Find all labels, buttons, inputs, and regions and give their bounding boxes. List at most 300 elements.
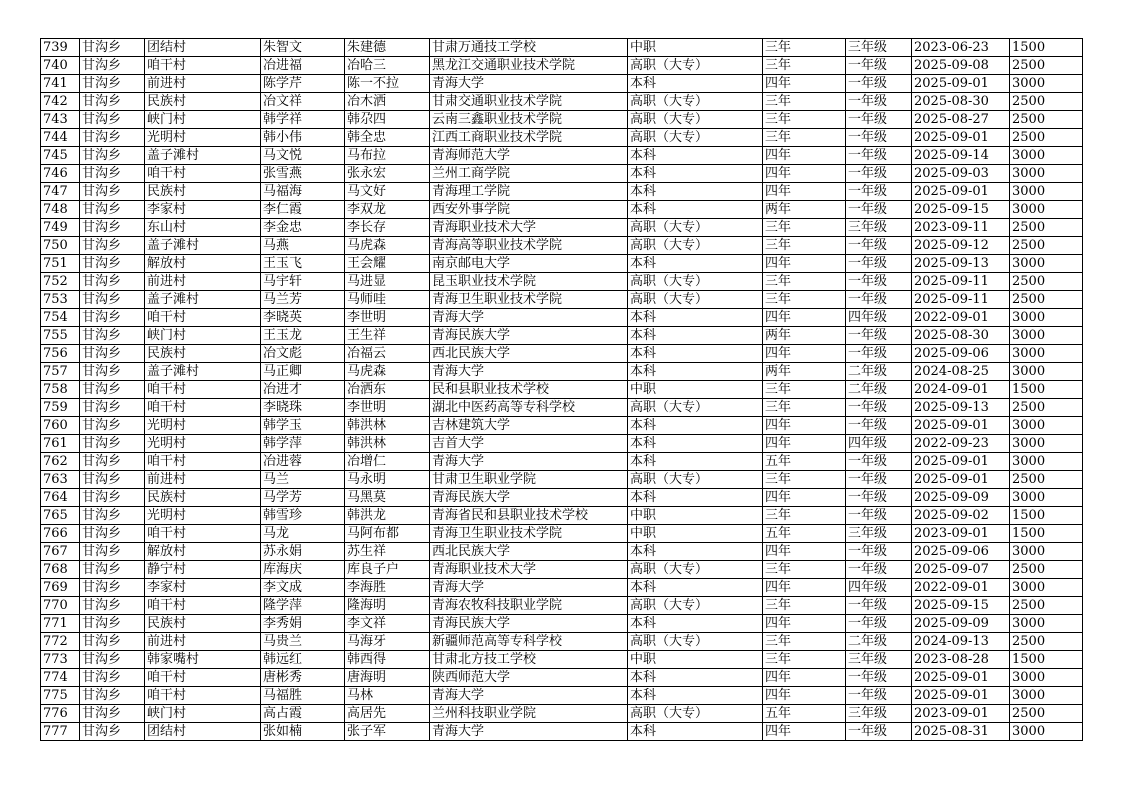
village-cell: 团结村 [145, 723, 261, 741]
education-level-cell: 本科 [628, 417, 763, 435]
student-name-cell: 马福海 [261, 183, 345, 201]
student-name-cell: 冶文祥 [261, 93, 345, 111]
student-name-cell: 马宇轩 [261, 273, 345, 291]
student-name-cell: 马学芳 [261, 489, 345, 507]
education-level-cell: 高职（大专） [628, 291, 763, 309]
student-name-cell: 库海庆 [261, 561, 345, 579]
table-row [41, 651, 1083, 669]
enrollment-date-cell: 2023-09-11 [912, 219, 1010, 237]
subsidy-amount-cell: 2500 [1010, 93, 1083, 111]
enrollment-date-cell: 2025-08-31 [912, 723, 1010, 741]
village-cell: 解放村 [145, 543, 261, 561]
guardian-name-cell: 冶木洒 [345, 93, 430, 111]
township-cell: 甘沟乡 [80, 129, 145, 147]
row-number-cell: 771 [41, 615, 80, 633]
village-cell: 团结村 [145, 39, 261, 57]
student-name-cell: 冶进蓉 [261, 453, 345, 471]
school-name-cell: 青海民族大学 [430, 327, 628, 345]
subsidy-amount-cell: 3000 [1010, 687, 1083, 705]
row-number-cell: 752 [41, 273, 80, 291]
program-length-cell: 四年 [763, 489, 846, 507]
enrollment-date-cell: 2025-09-07 [912, 561, 1010, 579]
table-row [41, 201, 1083, 219]
school-name-cell: 兰州工商学院 [430, 165, 628, 183]
student-name-cell: 冶文彪 [261, 345, 345, 363]
enrollment-date-cell: 2025-09-13 [912, 399, 1010, 417]
table-row [41, 93, 1083, 111]
table-row [41, 417, 1083, 435]
guardian-name-cell: 陈一不拉 [345, 75, 430, 93]
village-cell: 咱干村 [145, 525, 261, 543]
grade-cell: 一年级 [846, 543, 912, 561]
student-name-cell: 马文悦 [261, 147, 345, 165]
grade-cell: 一年级 [846, 291, 912, 309]
enrollment-date-cell: 2025-09-11 [912, 273, 1010, 291]
guardian-name-cell: 王会耀 [345, 255, 430, 273]
township-cell: 甘沟乡 [80, 543, 145, 561]
program-length-cell: 两年 [763, 363, 846, 381]
table-row [41, 75, 1083, 93]
enrollment-date-cell: 2022-09-01 [912, 579, 1010, 597]
row-number-cell: 774 [41, 669, 80, 687]
township-cell: 甘沟乡 [80, 651, 145, 669]
program-length-cell: 三年 [763, 237, 846, 255]
enrollment-date-cell: 2025-09-14 [912, 147, 1010, 165]
village-cell: 韩家嘴村 [145, 651, 261, 669]
school-name-cell: 青海职业技术大学 [430, 561, 628, 579]
guardian-name-cell: 唐海明 [345, 669, 430, 687]
subsidy-amount-cell: 3000 [1010, 453, 1083, 471]
student-name-cell: 唐彬秀 [261, 669, 345, 687]
subsidy-amount-cell: 3000 [1010, 147, 1083, 165]
education-level-cell: 高职（大专） [628, 471, 763, 489]
program-length-cell: 三年 [763, 93, 846, 111]
village-cell: 前进村 [145, 75, 261, 93]
township-cell: 甘沟乡 [80, 489, 145, 507]
guardian-name-cell: 张永宏 [345, 165, 430, 183]
village-cell: 咱干村 [145, 309, 261, 327]
guardian-name-cell: 李文祥 [345, 615, 430, 633]
enrollment-date-cell: 2025-09-03 [912, 165, 1010, 183]
education-level-cell: 本科 [628, 669, 763, 687]
school-name-cell: 甘肃卫生职业学院 [430, 471, 628, 489]
guardian-name-cell: 韩全忠 [345, 129, 430, 147]
school-name-cell: 青海卫生职业技术学院 [430, 291, 628, 309]
program-length-cell: 两年 [763, 201, 846, 219]
education-level-cell: 高职（大专） [628, 399, 763, 417]
program-length-cell: 三年 [763, 291, 846, 309]
subsidy-amount-cell: 3000 [1010, 489, 1083, 507]
enrollment-date-cell: 2025-09-01 [912, 453, 1010, 471]
education-level-cell: 本科 [628, 183, 763, 201]
subsidy-amount-cell: 3000 [1010, 183, 1083, 201]
school-name-cell: 青海民族大学 [430, 615, 628, 633]
table-row [41, 471, 1083, 489]
education-level-cell: 本科 [628, 345, 763, 363]
grade-cell: 二年级 [846, 633, 912, 651]
subsidy-amount-cell: 3000 [1010, 327, 1083, 345]
table-row [41, 363, 1083, 381]
education-level-cell: 高职（大专） [628, 561, 763, 579]
education-level-cell: 高职（大专） [628, 273, 763, 291]
student-name-cell: 马龙 [261, 525, 345, 543]
enrollment-date-cell: 2025-09-15 [912, 201, 1010, 219]
enrollment-date-cell: 2025-09-09 [912, 489, 1010, 507]
education-level-cell: 本科 [628, 615, 763, 633]
township-cell: 甘沟乡 [80, 687, 145, 705]
school-name-cell: 兰州科技职业学院 [430, 705, 628, 723]
township-cell: 甘沟乡 [80, 201, 145, 219]
table-row [41, 633, 1083, 651]
table-row [41, 381, 1083, 399]
grade-cell: 一年级 [846, 273, 912, 291]
township-cell: 甘沟乡 [80, 219, 145, 237]
school-name-cell: 青海职业技术大学 [430, 219, 628, 237]
village-cell: 咱干村 [145, 381, 261, 399]
township-cell: 甘沟乡 [80, 363, 145, 381]
student-name-cell: 朱智文 [261, 39, 345, 57]
grade-cell: 一年级 [846, 471, 912, 489]
school-name-cell: 青海大学 [430, 363, 628, 381]
program-length-cell: 两年 [763, 327, 846, 345]
education-level-cell: 本科 [628, 687, 763, 705]
enrollment-date-cell: 2023-09-01 [912, 525, 1010, 543]
row-number-cell: 747 [41, 183, 80, 201]
guardian-name-cell: 韩西得 [345, 651, 430, 669]
enrollment-date-cell: 2025-09-01 [912, 129, 1010, 147]
village-cell: 咱干村 [145, 669, 261, 687]
school-name-cell: 吉首大学 [430, 435, 628, 453]
row-number-cell: 744 [41, 129, 80, 147]
enrollment-date-cell: 2025-09-15 [912, 597, 1010, 615]
education-level-cell: 本科 [628, 723, 763, 741]
grade-cell: 一年级 [846, 399, 912, 417]
program-length-cell: 三年 [763, 507, 846, 525]
school-name-cell: 青海省民和县职业技术学校 [430, 507, 628, 525]
table-row [41, 399, 1083, 417]
row-number-cell: 749 [41, 219, 80, 237]
township-cell: 甘沟乡 [80, 579, 145, 597]
student-name-cell: 王玉飞 [261, 255, 345, 273]
township-cell: 甘沟乡 [80, 39, 145, 57]
school-name-cell: 甘肃万通技工学校 [430, 39, 628, 57]
row-number-cell: 755 [41, 327, 80, 345]
village-cell: 咱干村 [145, 57, 261, 75]
subsidy-amount-cell: 3000 [1010, 615, 1083, 633]
township-cell: 甘沟乡 [80, 165, 145, 183]
row-number-cell: 750 [41, 237, 80, 255]
table-row [41, 147, 1083, 165]
row-number-cell: 740 [41, 57, 80, 75]
township-cell: 甘沟乡 [80, 183, 145, 201]
table-row [41, 183, 1083, 201]
enrollment-date-cell: 2025-09-01 [912, 471, 1010, 489]
grade-cell: 一年级 [846, 345, 912, 363]
school-name-cell: 湖北中医药高等专科学校 [430, 399, 628, 417]
subsidy-amount-cell: 1500 [1010, 381, 1083, 399]
row-number-cell: 759 [41, 399, 80, 417]
subsidy-amount-cell: 3000 [1010, 435, 1083, 453]
student-name-cell: 韩雪珍 [261, 507, 345, 525]
guardian-name-cell: 韩洪龙 [345, 507, 430, 525]
student-name-cell: 李金忠 [261, 219, 345, 237]
row-number-cell: 745 [41, 147, 80, 165]
village-cell: 静宁村 [145, 561, 261, 579]
village-cell: 盖子滩村 [145, 363, 261, 381]
township-cell: 甘沟乡 [80, 111, 145, 129]
township-cell: 甘沟乡 [80, 561, 145, 579]
subsidy-amount-cell: 2500 [1010, 111, 1083, 129]
program-length-cell: 四年 [763, 615, 846, 633]
grade-cell: 一年级 [846, 57, 912, 75]
township-cell: 甘沟乡 [80, 147, 145, 165]
grade-cell: 一年级 [846, 453, 912, 471]
table-row [41, 579, 1083, 597]
guardian-name-cell: 韩尕四 [345, 111, 430, 129]
table-row [41, 561, 1083, 579]
table-row [41, 129, 1083, 147]
village-cell: 民族村 [145, 615, 261, 633]
school-name-cell: 青海大学 [430, 723, 628, 741]
enrollment-date-cell: 2025-08-30 [912, 93, 1010, 111]
student-name-cell: 李晓英 [261, 309, 345, 327]
township-cell: 甘沟乡 [80, 597, 145, 615]
village-cell: 盖子滩村 [145, 147, 261, 165]
enrollment-date-cell: 2025-09-09 [912, 615, 1010, 633]
table-row [41, 453, 1083, 471]
township-cell: 甘沟乡 [80, 345, 145, 363]
subsidy-amount-cell: 2500 [1010, 291, 1083, 309]
student-name-cell: 冶进福 [261, 57, 345, 75]
row-number-cell: 765 [41, 507, 80, 525]
village-cell: 民族村 [145, 183, 261, 201]
township-cell: 甘沟乡 [80, 309, 145, 327]
enrollment-date-cell: 2024-09-01 [912, 381, 1010, 399]
row-number-cell: 772 [41, 633, 80, 651]
subsidy-amount-cell: 3000 [1010, 75, 1083, 93]
row-number-cell: 775 [41, 687, 80, 705]
student-name-cell: 苏永娟 [261, 543, 345, 561]
student-name-cell: 冶进才 [261, 381, 345, 399]
village-cell: 咱干村 [145, 453, 261, 471]
row-number-cell: 776 [41, 705, 80, 723]
enrollment-date-cell: 2025-09-01 [912, 75, 1010, 93]
education-level-cell: 高职（大专） [628, 93, 763, 111]
township-cell: 甘沟乡 [80, 327, 145, 345]
village-cell: 光明村 [145, 417, 261, 435]
education-level-cell: 本科 [628, 453, 763, 471]
row-number-cell: 739 [41, 39, 80, 57]
school-name-cell: 吉林建筑大学 [430, 417, 628, 435]
school-name-cell: 青海大学 [430, 75, 628, 93]
table-row [41, 615, 1083, 633]
student-name-cell: 张如楠 [261, 723, 345, 741]
row-number-cell: 756 [41, 345, 80, 363]
school-name-cell: 青海民族大学 [430, 489, 628, 507]
guardian-name-cell: 马阿布都 [345, 525, 430, 543]
program-length-cell: 四年 [763, 687, 846, 705]
school-name-cell: 西北民族大学 [430, 345, 628, 363]
student-name-cell: 韩学萍 [261, 435, 345, 453]
township-cell: 甘沟乡 [80, 507, 145, 525]
row-number-cell: 766 [41, 525, 80, 543]
village-cell: 咱干村 [145, 597, 261, 615]
student-name-cell: 马燕 [261, 237, 345, 255]
education-level-cell: 本科 [628, 489, 763, 507]
guardian-name-cell: 冶福云 [345, 345, 430, 363]
subsidy-amount-cell: 2500 [1010, 471, 1083, 489]
guardian-name-cell: 李世明 [345, 399, 430, 417]
subsidy-amount-cell: 3000 [1010, 363, 1083, 381]
guardian-name-cell: 李长存 [345, 219, 430, 237]
education-level-cell: 本科 [628, 309, 763, 327]
subsidy-amount-cell: 2500 [1010, 57, 1083, 75]
guardian-name-cell: 韩洪林 [345, 435, 430, 453]
table-row [41, 111, 1083, 129]
subsidy-amount-cell: 3000 [1010, 345, 1083, 363]
subsidy-amount-cell: 2500 [1010, 273, 1083, 291]
enrollment-date-cell: 2025-09-06 [912, 345, 1010, 363]
grade-cell: 三年级 [846, 705, 912, 723]
guardian-name-cell: 李海胜 [345, 579, 430, 597]
village-cell: 咱干村 [145, 165, 261, 183]
subsidy-amount-cell: 3000 [1010, 201, 1083, 219]
education-level-cell: 高职（大专） [628, 129, 763, 147]
enrollment-date-cell: 2025-09-01 [912, 417, 1010, 435]
township-cell: 甘沟乡 [80, 417, 145, 435]
grade-cell: 一年级 [846, 489, 912, 507]
grade-cell: 一年级 [846, 507, 912, 525]
program-length-cell: 四年 [763, 579, 846, 597]
student-name-cell: 韩远红 [261, 651, 345, 669]
education-level-cell: 本科 [628, 363, 763, 381]
program-length-cell: 三年 [763, 219, 846, 237]
student-name-cell: 马兰 [261, 471, 345, 489]
township-cell: 甘沟乡 [80, 381, 145, 399]
enrollment-date-cell: 2023-08-28 [912, 651, 1010, 669]
education-level-cell: 本科 [628, 165, 763, 183]
village-cell: 东山村 [145, 219, 261, 237]
enrollment-date-cell: 2025-09-01 [912, 183, 1010, 201]
guardian-name-cell: 高居先 [345, 705, 430, 723]
grade-cell: 一年级 [846, 129, 912, 147]
grade-cell: 三年级 [846, 651, 912, 669]
student-name-cell: 韩学玉 [261, 417, 345, 435]
guardian-name-cell: 李世明 [345, 309, 430, 327]
program-length-cell: 三年 [763, 129, 846, 147]
subsidy-amount-cell: 1500 [1010, 651, 1083, 669]
table-row [41, 705, 1083, 723]
row-number-cell: 763 [41, 471, 80, 489]
village-cell: 咱干村 [145, 399, 261, 417]
village-cell: 前进村 [145, 633, 261, 651]
education-level-cell: 中职 [628, 39, 763, 57]
subsidy-amount-cell: 2500 [1010, 129, 1083, 147]
enrollment-date-cell: 2025-08-30 [912, 327, 1010, 345]
student-subsidy-table [40, 38, 1083, 741]
row-number-cell: 743 [41, 111, 80, 129]
row-number-cell: 751 [41, 255, 80, 273]
table-row [41, 255, 1083, 273]
education-level-cell: 高职（大专） [628, 111, 763, 129]
program-length-cell: 四年 [763, 669, 846, 687]
program-length-cell: 三年 [763, 381, 846, 399]
education-level-cell: 高职（大专） [628, 219, 763, 237]
township-cell: 甘沟乡 [80, 453, 145, 471]
school-name-cell: 青海师范大学 [430, 147, 628, 165]
grade-cell: 一年级 [846, 597, 912, 615]
subsidy-amount-cell: 1500 [1010, 39, 1083, 57]
enrollment-date-cell: 2024-09-13 [912, 633, 1010, 651]
village-cell: 解放村 [145, 255, 261, 273]
guardian-name-cell: 马黑莫 [345, 489, 430, 507]
table-row [41, 543, 1083, 561]
grade-cell: 四年级 [846, 309, 912, 327]
grade-cell: 一年级 [846, 111, 912, 129]
program-length-cell: 四年 [763, 417, 846, 435]
education-level-cell: 本科 [628, 255, 763, 273]
row-number-cell: 748 [41, 201, 80, 219]
subsidy-amount-cell: 3000 [1010, 309, 1083, 327]
row-number-cell: 761 [41, 435, 80, 453]
guardian-name-cell: 冶哈三 [345, 57, 430, 75]
program-length-cell: 三年 [763, 273, 846, 291]
grade-cell: 一年级 [846, 327, 912, 345]
table-body [41, 39, 1083, 741]
program-length-cell: 三年 [763, 39, 846, 57]
student-name-cell: 隆学萍 [261, 597, 345, 615]
student-name-cell: 马福胜 [261, 687, 345, 705]
school-name-cell: 民和县职业技术学校 [430, 381, 628, 399]
enrollment-date-cell: 2023-06-23 [912, 39, 1010, 57]
program-length-cell: 三年 [763, 651, 846, 669]
guardian-name-cell: 冶增仁 [345, 453, 430, 471]
program-length-cell: 三年 [763, 561, 846, 579]
education-level-cell: 本科 [628, 579, 763, 597]
village-cell: 前进村 [145, 273, 261, 291]
table-row [41, 219, 1083, 237]
student-name-cell: 李文成 [261, 579, 345, 597]
student-name-cell: 陈学芹 [261, 75, 345, 93]
school-name-cell: 江西工商职业技术学院 [430, 129, 628, 147]
school-name-cell: 青海大学 [430, 687, 628, 705]
enrollment-date-cell: 2025-09-13 [912, 255, 1010, 273]
guardian-name-cell: 朱建德 [345, 39, 430, 57]
village-cell: 光明村 [145, 129, 261, 147]
school-name-cell: 青海大学 [430, 309, 628, 327]
guardian-name-cell: 马布拉 [345, 147, 430, 165]
enrollment-date-cell: 2025-09-06 [912, 543, 1010, 561]
guardian-name-cell: 马师哇 [345, 291, 430, 309]
guardian-name-cell: 李双龙 [345, 201, 430, 219]
student-name-cell: 马兰芳 [261, 291, 345, 309]
table-row [41, 669, 1083, 687]
guardian-name-cell: 马虎森 [345, 363, 430, 381]
row-number-cell: 764 [41, 489, 80, 507]
education-level-cell: 中职 [628, 381, 763, 399]
program-length-cell: 四年 [763, 309, 846, 327]
program-length-cell: 三年 [763, 399, 846, 417]
row-number-cell: 769 [41, 579, 80, 597]
student-name-cell: 马贵兰 [261, 633, 345, 651]
student-name-cell: 韩学祥 [261, 111, 345, 129]
table-row [41, 291, 1083, 309]
township-cell: 甘沟乡 [80, 435, 145, 453]
subsidy-amount-cell: 3000 [1010, 417, 1083, 435]
education-level-cell: 本科 [628, 543, 763, 561]
row-number-cell: 742 [41, 93, 80, 111]
guardian-name-cell: 库良子户 [345, 561, 430, 579]
